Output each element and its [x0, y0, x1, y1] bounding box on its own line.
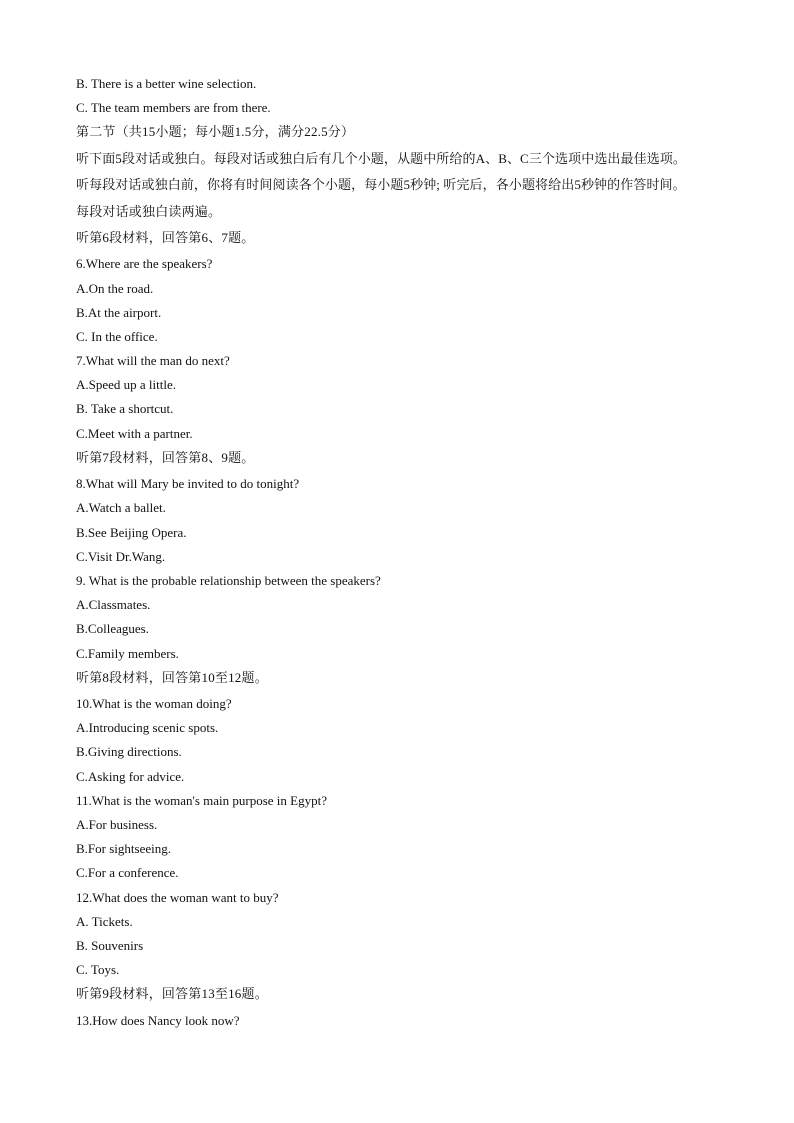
- question-text: 11.What is the woman's main purpose in Egypt?: [76, 792, 327, 808]
- option-text: C.For a conference.: [76, 865, 179, 881]
- option-text: B.For sightseeing.: [76, 841, 171, 857]
- instruction-text: 听每段对话或独白前，你将有时间阅读各个小题，每小题5秒钟; 听完后，各小题将给出5秒钟的作答时间。: [76, 177, 686, 193]
- instruction-text: 听第8段材料，回答第10至12题。: [76, 669, 268, 685]
- question-text: 8.What will Mary be invited to do tonight?: [76, 476, 300, 492]
- option-text: B. There is a better wine selection.: [76, 76, 257, 91]
- question-text: 7.What will the man do next?: [76, 353, 230, 369]
- option-text: A.For business.: [76, 817, 158, 833]
- instruction-text: 听第7段材料，回答第8、9题。: [76, 449, 255, 465]
- question-text: 12.What does the woman want to buy?: [76, 889, 279, 905]
- option-text: C.Family members.: [76, 645, 179, 661]
- option-text: B.Colleagues.: [76, 621, 149, 637]
- instruction-text: 听下面5段对话或独白。每段对话或独白后有几个小题，从题中所给的A、B、C三个选项中选出最佳选项。: [76, 150, 687, 166]
- option-text: A.Watch a ballet.: [76, 500, 166, 516]
- question-text: 10.What is the woman doing?: [76, 696, 232, 712]
- option-text: C. The team members are from there.: [76, 100, 271, 116]
- option-text: C.Visit Dr.Wang.: [76, 548, 166, 564]
- option-text: B.At the airport.: [76, 304, 162, 320]
- option-text: A.Classmates.: [76, 597, 151, 613]
- instruction-text: 听第6段材料，回答第6、7题。: [76, 229, 255, 245]
- option-text: A. Tickets.: [76, 913, 133, 929]
- question-text: 6.Where are the speakers?: [76, 256, 213, 272]
- option-text: A.Speed up a little.: [76, 377, 177, 393]
- section-heading: 第二节（共15小题；每小题1.5分，满分22.5分）: [76, 124, 355, 140]
- question-text: 9. What is the probable relationship between the speakers?: [76, 572, 381, 588]
- option-text: B. Souvenirs: [76, 937, 144, 953]
- option-text: B.See Beijing Opera.: [76, 524, 187, 540]
- instruction-text: 听第9段材料，回答第13至16题。: [76, 986, 268, 1002]
- document-body: [76, 74, 746, 1035]
- option-text: A.Introducing scenic spots.: [76, 720, 219, 736]
- instruction-text: 每段对话或独白读两遍。: [76, 203, 222, 219]
- option-text: C. Toys.: [76, 962, 120, 978]
- option-text: B. Take a shortcut.: [76, 401, 174, 417]
- option-text: C. In the office.: [76, 328, 158, 344]
- option-text: B.Giving directions.: [76, 744, 182, 760]
- option-text: C.Meet with a partner.: [76, 425, 193, 441]
- question-text: 13.How does Nancy look now?: [76, 1012, 240, 1028]
- option-text: C.Asking for advice.: [76, 768, 185, 784]
- option-text: A.On the road.: [76, 280, 154, 296]
